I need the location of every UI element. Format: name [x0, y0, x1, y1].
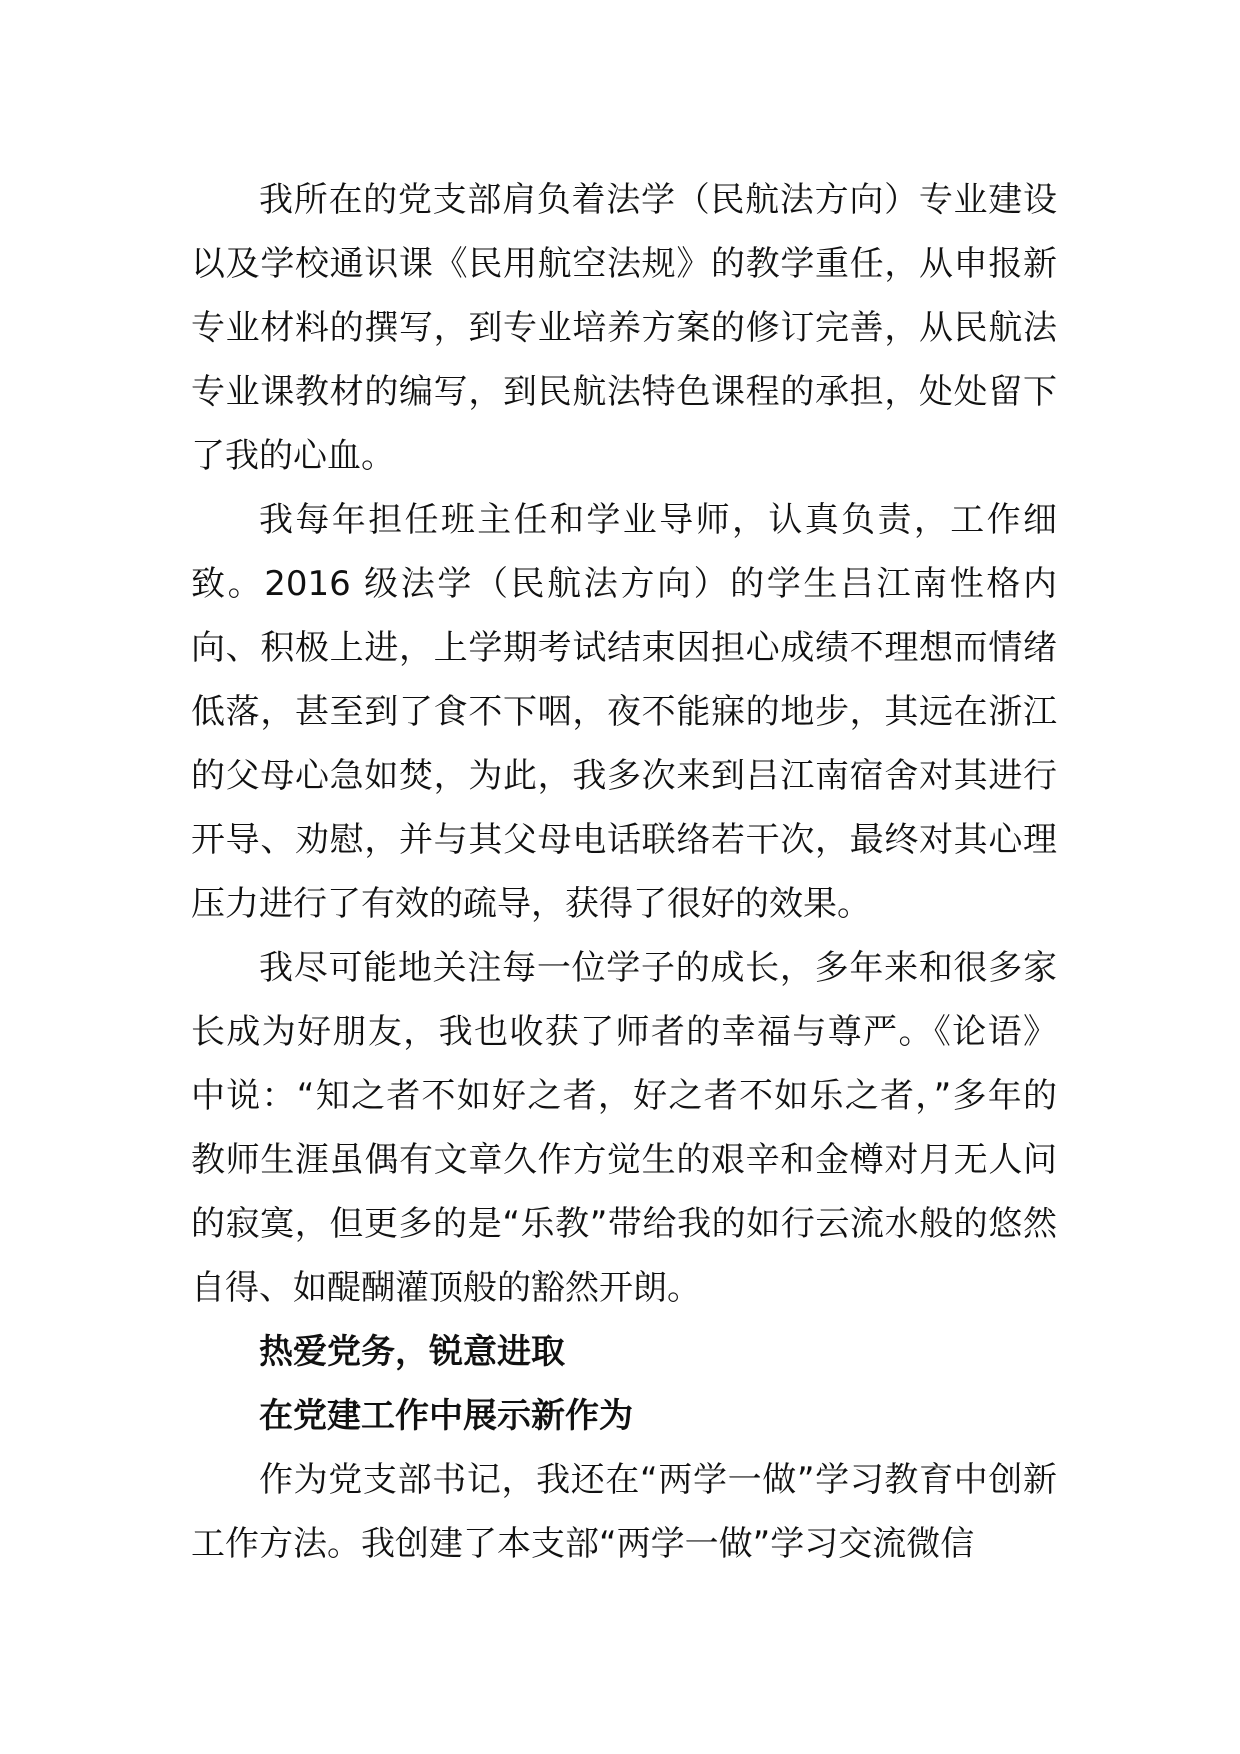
section-subheading-party-building: 在党建工作中展示新作为 [259, 1396, 633, 1436]
paragraph-student-growth: 我尽可能地关注每一位学子的成长，多年来和很多家长成为好朋友，我也收获了师者的幸福与尊严。《论语》中说：“知之者不如好之者，好之者不如乐之者，”多年的教师生涯虽偶有文章久作方觉生的艰辛和金樽对月无人问的寂寞，但更多的是“乐教”带给我的如行云流水般的悠然自得、如醍醐灌顶般的豁然开朗。 [191, 948, 1057, 1308]
document-body [191, 168, 1057, 1576]
paragraph-teaching-responsibility: 我所在的党支部肩负着法学（民航法方向）专业建设以及学校通识课《民用航空法规》的教学重任，从申报新专业材料的撰写，到专业培养方案的修订完善，从民航法专业课教材的编写，到民航法特色课程的承担，处处留下了我的心血。 [191, 180, 1057, 476]
paragraph-class-advisor: 我每年担任班主任和学业导师，认真负责，工作细致。2016 级法学（民航法方向）的学生吕江南性格内向、积极上进，上学期考试结束因担心成绩不理想而情绪低落，甚至到了食不下咽，夜不能寐的地步，其远在浙江的父母心急如焚，为此，我多次来到吕江南宿舍对其进行开导、劝慰，并与其父母电话联络若干次，最终对其心理压力进行了有效的疏导，获得了很好的效果。 [191, 500, 1057, 924]
paragraph-party-secretary: 作为党支部书记，我还在“两学一做”学习教育中创新工作方法。我创建了本支部“两学一做”学习交流微信 [191, 1460, 1057, 1564]
section-heading-party-work: 热爱党务，锐意进取 [259, 1332, 565, 1372]
